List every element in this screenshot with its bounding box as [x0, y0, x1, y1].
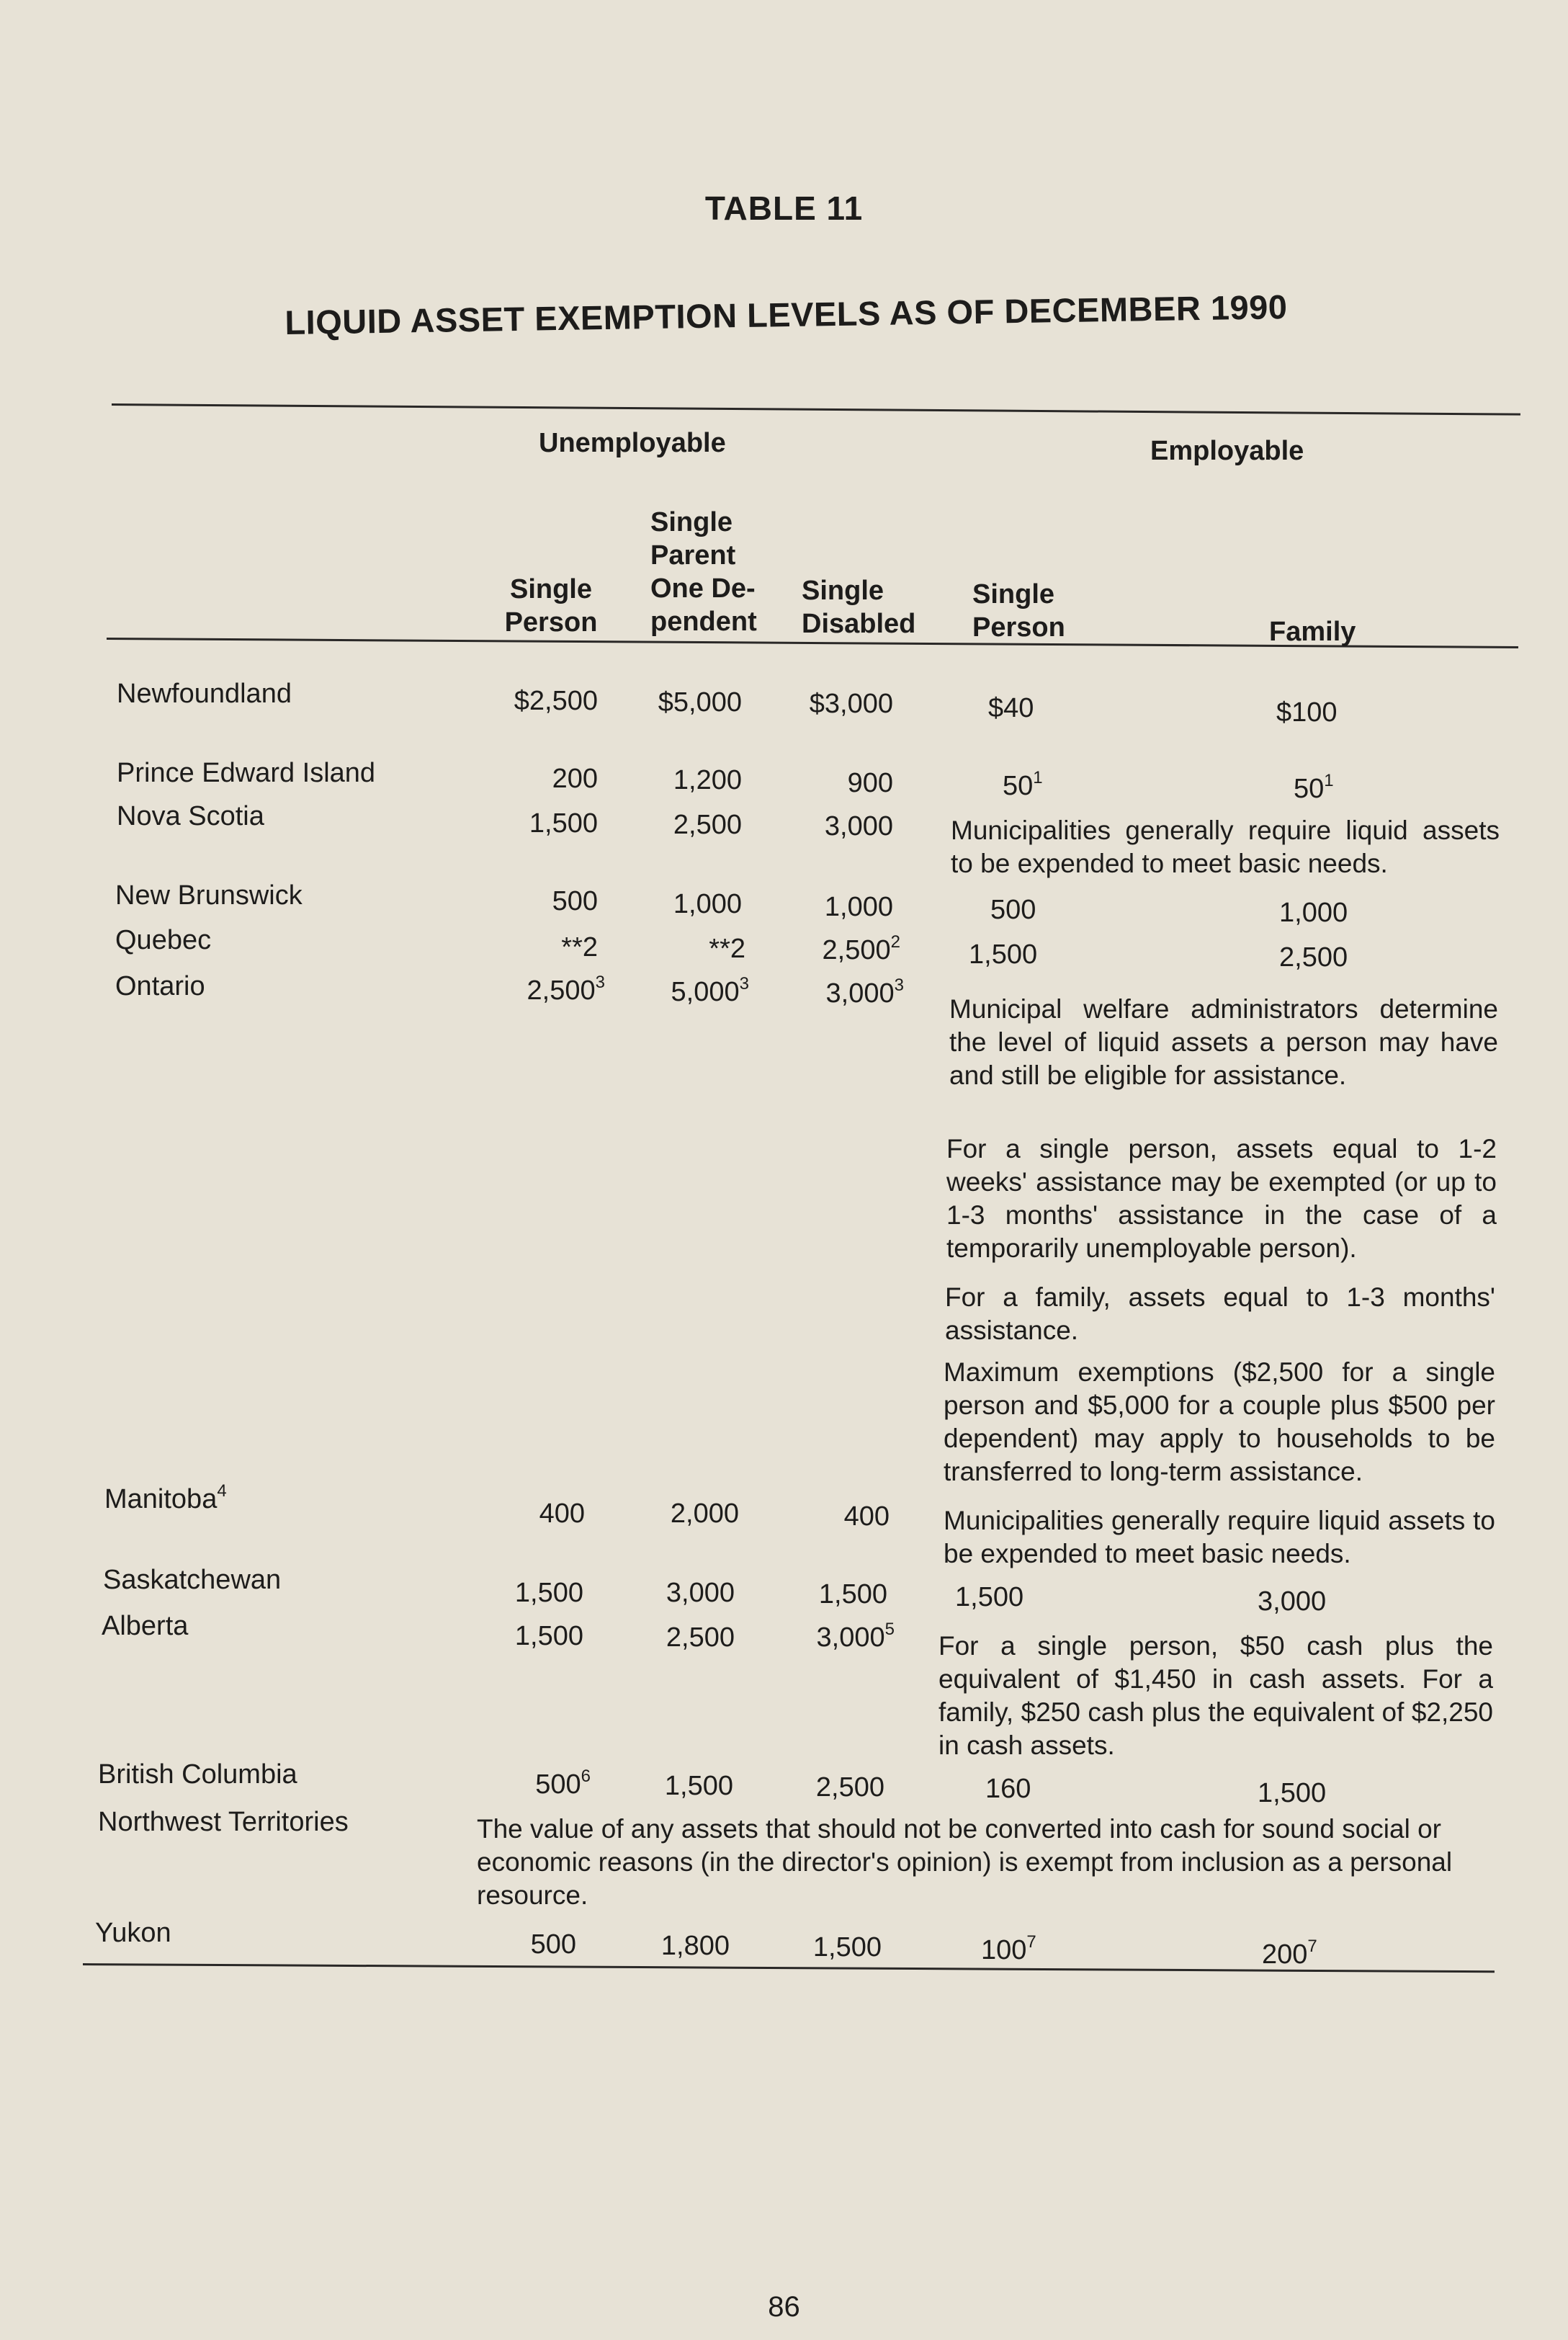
value-single-parent: 2,500 — [666, 1622, 735, 1653]
value-single-disabled: 3,000 — [824, 811, 893, 841]
province-label: Northwest Territories — [98, 1807, 349, 1837]
value-single-disabled: 3,000$^3$ — [825, 975, 904, 1009]
value-single-person: 500 — [552, 886, 598, 916]
value-single-person: 400 — [539, 1499, 585, 1529]
value-single-person: 2,500$^3$ — [527, 973, 605, 1006]
value-single-person: $2,500 — [514, 686, 598, 716]
province-label: Saskatchewan — [103, 1565, 282, 1595]
value-employable-single: 1,500 — [955, 1582, 1024, 1612]
province-label: British Columbia — [98, 1759, 297, 1790]
note-ontario-3: For a family, assets equal to 1-3 months' assistance. — [945, 1282, 1495, 1345]
value-employable-family: $200^7$ — [1262, 1937, 1317, 1970]
value-employable-single: $100^7$ — [981, 1932, 1036, 1965]
value-employable-family: 1,000 — [1279, 898, 1348, 928]
value-employable-family: 1,500 — [1258, 1778, 1327, 1808]
header-unemployable: Unemployable — [539, 428, 726, 458]
province-label: Newfoundland — [117, 679, 292, 709]
value-employable-family: $100 — [1276, 697, 1338, 728]
value-single-disabled: 400 — [843, 1501, 890, 1532]
header-employable-single-person: Single Person — [972, 579, 1065, 643]
page-number: 86 — [768, 2291, 800, 2323]
value-single-parent: 5,000$^3$ — [671, 974, 749, 1007]
province-label: Manitoba$^4$ — [104, 1481, 227, 1514]
value-single-person: 1,500 — [514, 1621, 583, 1651]
value-single-disabled: 1,500 — [812, 1932, 882, 1962]
note-nova-scotia: Municipalities generally require liquid assets to be expended to meet basic needs. — [951, 816, 1500, 878]
header-employable: Employable — [1150, 436, 1304, 466]
value-single-disabled: $3,000 — [809, 689, 893, 719]
value-single-parent: 2,000 — [670, 1499, 739, 1529]
header-single-person: Single Person — [504, 574, 598, 638]
note-nwt: The value of any assets that should not be converted into cash for sound social or economic reasons (in the director's opinion) is exempt from inclusion as a personal resource. — [477, 1814, 1453, 1910]
value-employable-family: $50^1$ — [1294, 771, 1334, 804]
table-subtitle: LIQUID ASSET EXEMPTION LEVELS AS OF DECEMBER 1990 — [285, 287, 1288, 341]
value-single-parent: 1,200 — [673, 765, 742, 795]
value-single-person: 1,500 — [514, 1578, 583, 1608]
table-title: TABLE 11 — [704, 189, 864, 227]
value-single-parent: 1,000 — [673, 889, 742, 919]
value-single-parent: 3,000 — [666, 1578, 735, 1608]
value-single-parent: **2 — [709, 934, 745, 964]
value-single-parent: 1,800 — [660, 1931, 730, 1961]
value-single-parent: 2,500 — [673, 810, 742, 840]
note-ontario-2: For a single person, assets equal to 1-2 weeks' assistance may be exempted (or up to 1-3 months' assistance in the case of a temporarily unemployable person). — [946, 1134, 1497, 1263]
value-employable-single: 500 — [990, 895, 1036, 925]
value-single-person: **2 — [561, 932, 598, 963]
note-ontario-4: Maximum exemptions ($2,500 for a single person and $5,000 for a couple plus $500 per dependent) may apply to households to be transferred to long-term assistance. — [944, 1357, 1495, 1486]
value-employable-single: 1,500 — [969, 939, 1038, 970]
province-label: Quebec — [115, 925, 212, 955]
value-employable-single: $50^1$ — [1003, 768, 1043, 801]
value-single-parent: $5,000 — [658, 687, 742, 718]
note-ontario-1: Municipal welfare administrators determine the level of liquid assets a person may have and still be eligible for assistance. — [949, 994, 1498, 1090]
value-employable-single: 160 — [985, 1774, 1031, 1804]
header-family: Family — [1269, 617, 1356, 647]
note-alberta: For a single person, $50 cash plus the equivalent of $1,450 in cash assets. For a family, $250 cash plus the equivalent of $2,250 in cash assets. — [938, 1631, 1493, 1760]
value-employable-single: $40 — [988, 693, 1034, 723]
value-single-parent: 1,500 — [664, 1771, 733, 1801]
note-manitoba: Municipalities generally require liquid assets to be expended to meet basic needs. — [944, 1506, 1495, 1568]
value-single-person: 200 — [552, 764, 598, 794]
province-label: Nova Scotia — [117, 801, 264, 831]
province-label: Alberta — [102, 1611, 189, 1641]
value-single-person: 1,500 — [529, 808, 598, 839]
province-label: New Brunswick — [115, 880, 303, 911]
top-rule — [112, 403, 1520, 416]
value-single-person: 500 — [530, 1929, 576, 1960]
province-label: Prince Edward Island — [117, 758, 376, 788]
value-single-disabled: 900 — [847, 768, 893, 798]
value-single-disabled: 2,500 — [815, 1772, 884, 1803]
value-single-disabled: 2,500$^2$ — [822, 932, 900, 965]
value-employable-family: 2,500 — [1279, 942, 1348, 973]
value-single-disabled: 3,000$^5$ — [816, 1620, 895, 1653]
value-single-disabled: 1,500 — [818, 1579, 887, 1609]
value-single-person: $500^6$ — [535, 1767, 591, 1800]
value-employable-family: 3,000 — [1258, 1586, 1327, 1617]
province-label: Ontario — [115, 971, 205, 1001]
header-single-parent: Single Parent One De- pendent — [650, 507, 757, 637]
value-single-disabled: 1,000 — [824, 892, 893, 922]
header-single-disabled: Single Disabled — [802, 576, 916, 639]
province-label: Yukon — [95, 1918, 171, 1948]
